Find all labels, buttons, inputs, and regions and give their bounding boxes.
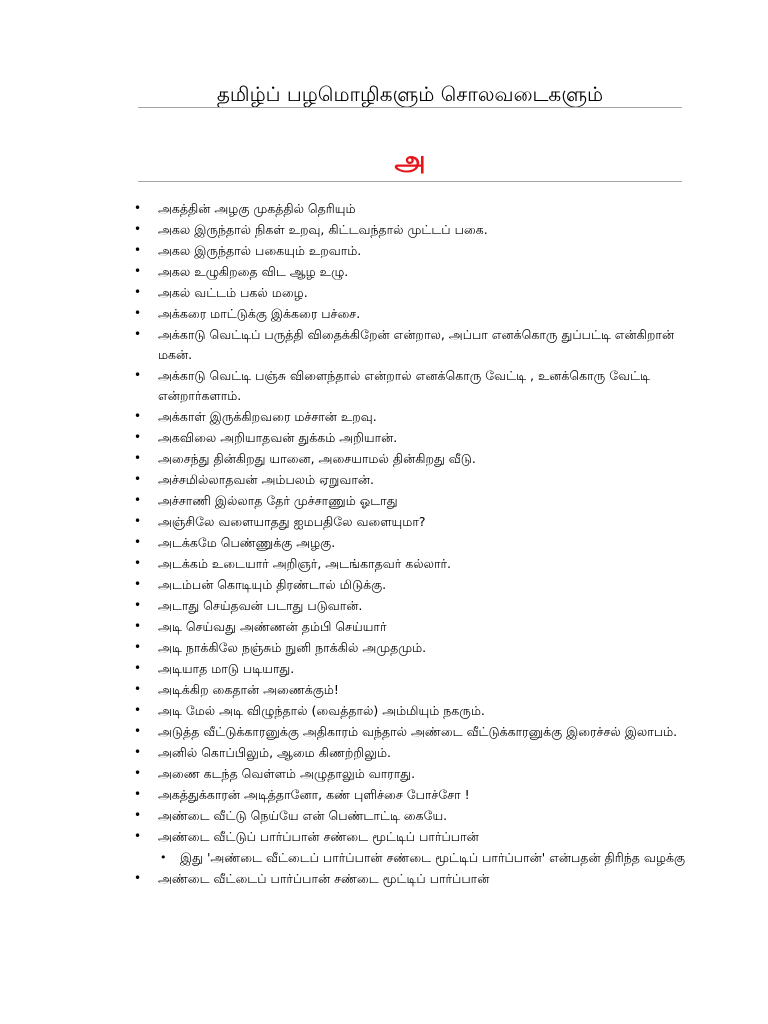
sub-note-text: இது 'அண்டை வீட்டைப் பார்ப்பான் சண்டை மூட்டிப் பார்ப்பான்' என்பதன் திரிந்த வழக்கு	[180, 850, 685, 865]
proverb-text: அடி நாக்கிலே நஞ்சும் நுனி நாக்கில் அமுதமும்.	[158, 640, 427, 655]
proverb-item	[0, 532, 768, 553]
bullet-icon: •	[134, 514, 142, 528]
proverb-text: அடி செய்வது அண்ணன் தம்பி செய்யார்	[158, 619, 387, 634]
proverb-item	[0, 198, 768, 219]
proverb-item	[0, 365, 768, 406]
proverb-item	[0, 721, 768, 742]
bullet-icon: •	[134, 787, 142, 801]
proverb-item	[0, 448, 768, 469]
proverb-text: அனில் கொப்பிலும், ஆமை கிணற்றிலும்.	[158, 745, 392, 760]
proverb-item	[0, 742, 768, 763]
proverb-text: அண்டை வீட்டு நெய்யே என் பெண்டாட்டி கையே.	[158, 808, 448, 823]
bullet-icon: •	[134, 577, 142, 591]
proverb-item	[0, 469, 768, 490]
proverb-text: அகத்தின் அழகு முகத்தில் தெரியும்	[158, 201, 356, 216]
proverb-item	[0, 490, 768, 511]
proverb-text: அக்காடு வெட்டி பஞ்சு விளைந்தால் என்றால் எனக்கொரு வேட்டி , உனக்கொரு வேட்டி என்றார்களாம்.	[158, 368, 650, 403]
proverb-text: அகல் வட்டம் பகல் மழை.	[158, 285, 308, 300]
proverb-item	[0, 553, 768, 574]
proverb-item	[0, 700, 768, 721]
bullet-icon: •	[134, 745, 142, 759]
proverb-text: அடாது செய்தவன் படாது படுவான்.	[158, 598, 363, 613]
section-divider	[138, 181, 682, 182]
proverb-item	[0, 658, 768, 679]
proverb-item	[0, 805, 768, 826]
bullet-icon: •	[134, 306, 142, 320]
document-title: தமிழ்ப் பழமொழிகளும் சொலவடைகளும்	[216, 82, 604, 106]
proverb-item	[0, 763, 768, 784]
proverb-item	[0, 219, 768, 240]
bullet-icon: •	[134, 451, 142, 465]
bullet-icon: •	[134, 682, 142, 696]
bullet-icon: •	[134, 829, 142, 843]
bullet-icon: •	[134, 264, 142, 278]
bullet-icon: •	[134, 619, 142, 633]
proverb-text: அக்காடு வெட்டிப் பருத்தி விதைக்கிறேன் என்றால, அப்பா எனக்கொரு துப்பட்டி என்கிறான் மகன்.	[158, 327, 675, 362]
bullet-icon: •	[134, 201, 142, 215]
proverb-text: அணை கடந்த வெள்ளம் அழுதாலும் வாராது.	[158, 766, 416, 781]
proverb-item	[0, 637, 768, 658]
bullet-icon: •	[134, 327, 142, 341]
proverb-item	[0, 324, 768, 365]
proverb-text: அடம்பன் கொடியும் திரண்டால் மிடுக்கு.	[158, 577, 387, 592]
bullet-icon: •	[134, 472, 142, 486]
bullet-icon: •	[160, 851, 167, 864]
bullet-icon: •	[134, 640, 142, 654]
proverb-item	[0, 261, 768, 282]
proverb-text: அண்டை வீட்டைப் பார்ப்பான் சண்டை மூட்டிப் பார்ப்பான்	[158, 871, 490, 886]
bullet-icon: •	[134, 661, 142, 675]
bullet-icon: •	[134, 222, 142, 236]
proverb-item	[0, 868, 768, 889]
proverb-text: அகல இருந்தால் பகையும் உறவாம்.	[158, 243, 362, 258]
proverb-text: அடிக்கிற கைதான் அணைக்கும்!	[158, 682, 339, 697]
bullet-icon: •	[134, 493, 142, 507]
proverb-text: அச்சமில்லாதவன் அம்பலம் ஏறுவான்.	[158, 472, 374, 487]
proverb-item	[0, 406, 768, 427]
bullet-icon: •	[134, 243, 142, 257]
proverb-text: அகல இருந்தால் நிகள் உறவு, கிட்டவந்தால் முட்டப் பகை.	[158, 222, 488, 237]
proverb-item	[0, 303, 768, 324]
proverb-text: அகத்துக்காரன் அடித்தானோ, கண் புளிச்சை போச்சோ !	[158, 787, 470, 802]
proverb-text: அடுத்த வீட்டுக்காரனுக்கு அதிகாரம் வந்தால் அண்டை வீட்டுக்காரனுக்கு இரைச்சல் இலாபம்.	[158, 724, 678, 739]
proverb-text: அச்சாணி இல்லாத தேர் முச்சாணும் ஓடாது	[158, 493, 398, 508]
proverb-text: அடியாத மாடு படியாது.	[158, 661, 295, 676]
section-letter: அ	[394, 144, 426, 177]
proverb-text: அகல உழுகிறதை விட ஆழ உழு.	[158, 264, 349, 279]
proverb-text: அடக்கம் உடையார் அறிஞர், அடங்காதவர் கல்லார்.	[158, 556, 451, 571]
proverb-item	[0, 574, 768, 595]
bullet-icon: •	[134, 535, 142, 549]
proverb-item	[0, 784, 768, 805]
bullet-icon: •	[134, 808, 142, 822]
proverb-item	[0, 679, 768, 700]
bullet-icon: •	[134, 556, 142, 570]
bullet-icon: •	[134, 368, 142, 382]
proverb-item	[0, 826, 768, 847]
proverb-item	[0, 595, 768, 616]
proverb-item	[0, 511, 768, 532]
proverb-text: அடி மேல் அடி விழுந்தால் (வைத்தால்) அம்மியும் நகரும்.	[158, 703, 485, 718]
bullet-icon: •	[134, 766, 142, 780]
proverb-text: அடக்கமே பெண்ணுக்கு அழகு.	[158, 535, 336, 550]
proverb-item	[0, 240, 768, 261]
bullet-icon: •	[134, 724, 142, 738]
bullet-icon: •	[134, 409, 142, 423]
title-divider	[138, 107, 682, 108]
proverb-list	[0, 198, 768, 889]
proverb-text: அஞ்சிலே வளையாதது ஐமபதிலே வளையுமா?	[158, 514, 426, 529]
proverb-text: அக்காள் இருக்கிறவரை மச்சான் உறவு.	[158, 409, 377, 424]
proverb-item	[0, 282, 768, 303]
proverb-item	[0, 427, 768, 448]
proverb-item	[0, 616, 768, 637]
bullet-icon: •	[134, 430, 142, 444]
sub-note-item	[0, 847, 768, 868]
bullet-icon: •	[134, 703, 142, 717]
bullet-icon: •	[134, 871, 142, 885]
proverb-text: அண்டை வீட்டுப் பார்ப்பான் சண்டை மூட்டிப் பார்ப்பான்	[158, 829, 479, 844]
proverb-text: அசைந்து தின்கிறது யானை, அசையாமல் தின்கிறது வீடு.	[158, 451, 476, 466]
bullet-icon: •	[134, 598, 142, 612]
bullet-icon: •	[134, 285, 142, 299]
proverb-text: அக்கரை மாட்டுக்கு இக்கரை பச்சை.	[158, 306, 361, 321]
proverb-text: அகவிலை அறியாதவன் துக்கம் அறியான்.	[158, 430, 398, 445]
